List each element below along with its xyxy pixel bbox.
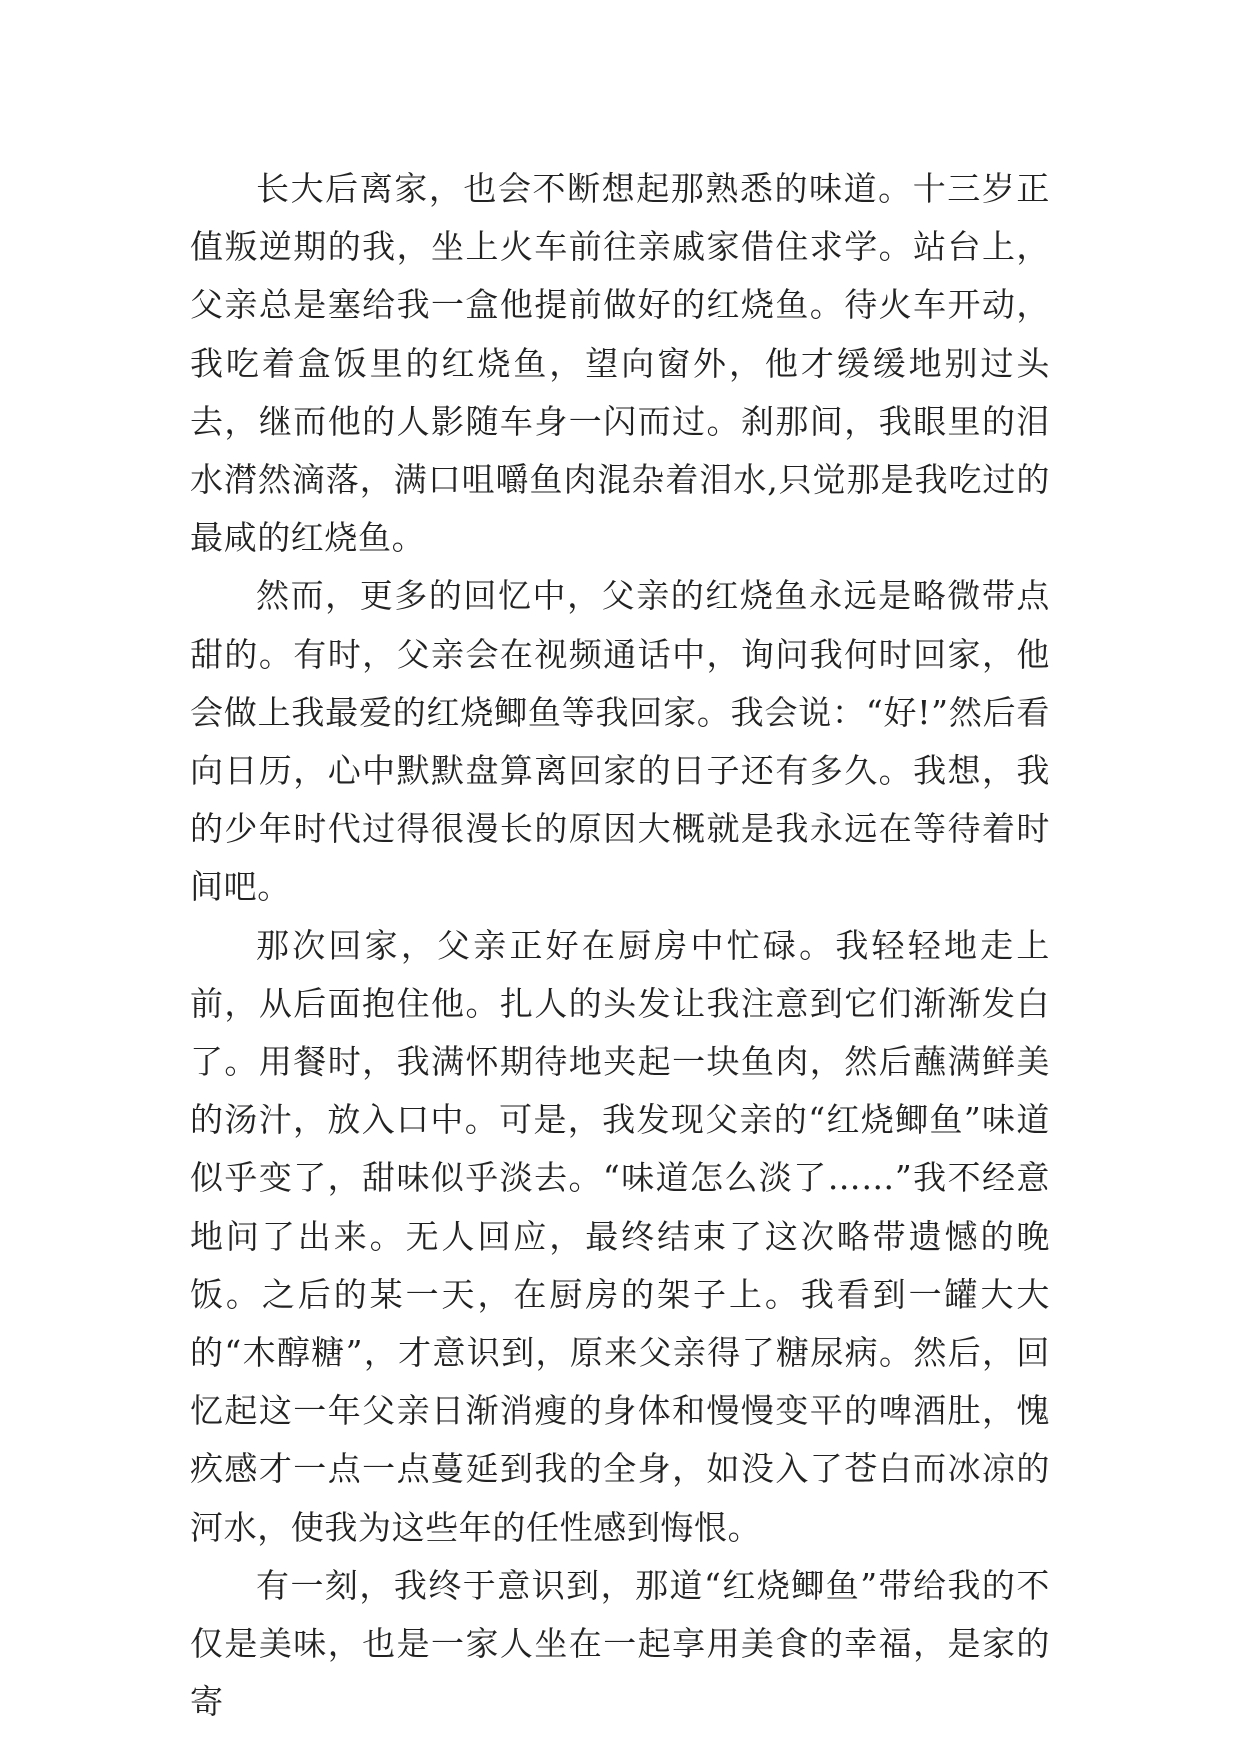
essay-body xyxy=(190,160,1050,1731)
paragraph-2: 然而，更多的回忆中，父亲的红烧鱼永远是略微带点甜的。有时，父亲会在视频通话中，询问我何时回家，他会做上我最爱的红烧鲫鱼等我回家。我会说：“好!”然后看向日历，心中默默盘算离回家的日子还有多久。我想，我的少年时代过得很漫长的原因大概就是我永远在等待着时间吧。 xyxy=(190,576,1050,907)
paragraph-1: 长大后离家，也会不断想起那熟悉的味道。十三岁正值叛逆期的我，坐上火车前往亲戚家借住求学。站台上，父亲总是塞给我一盒他提前做好的红烧鱼。待火车开动，我吃着盒饭里的红烧鱼，望向窗外，他才缓缓地别过头去，继而他的人影随车身一闪而过。刹那间，我眼里的泪水潸然滴落，满口咀嚼鱼肉混杂着泪水,只觉那是我吃过的最咸的红烧鱼。 xyxy=(190,169,1050,558)
paragraph-4: 有一刻，我终于意识到，那道“红烧鲫鱼”带给我的不仅是美味，也是一家人坐在一起享用美食的幸福，是家的寄 xyxy=(190,1565,1050,1722)
paragraph-3: 那次回家，父亲正好在厨房中忙碌。我轻轻地走上前，从后面抱住他。扎人的头发让我注意到它们渐渐发白了。用餐时，我满怀期待地夹起一块鱼肉，然后蘸满鲜美的汤汁，放入口中。可是，我发现父亲的“红烧鲫鱼”味道似乎变了，甜味似乎淡去。“味道怎么淡了……”我不经意地问了出来。无人回应，最终结束了这次略带遗憾的晚饭。之后的某一天，在厨房的架子上。我看到一罐大大的“木醇糖”，才意识到，原来父亲得了糖尿病。然后，回忆起这一年父亲日渐消瘦的身体和慢慢变平的啤酒肚，愧疚感才一点一点蔓延到我的全身，如没入了苍白而冰凉的河水，使我为这些年的任性感到悔恨。 xyxy=(190,925,1050,1547)
